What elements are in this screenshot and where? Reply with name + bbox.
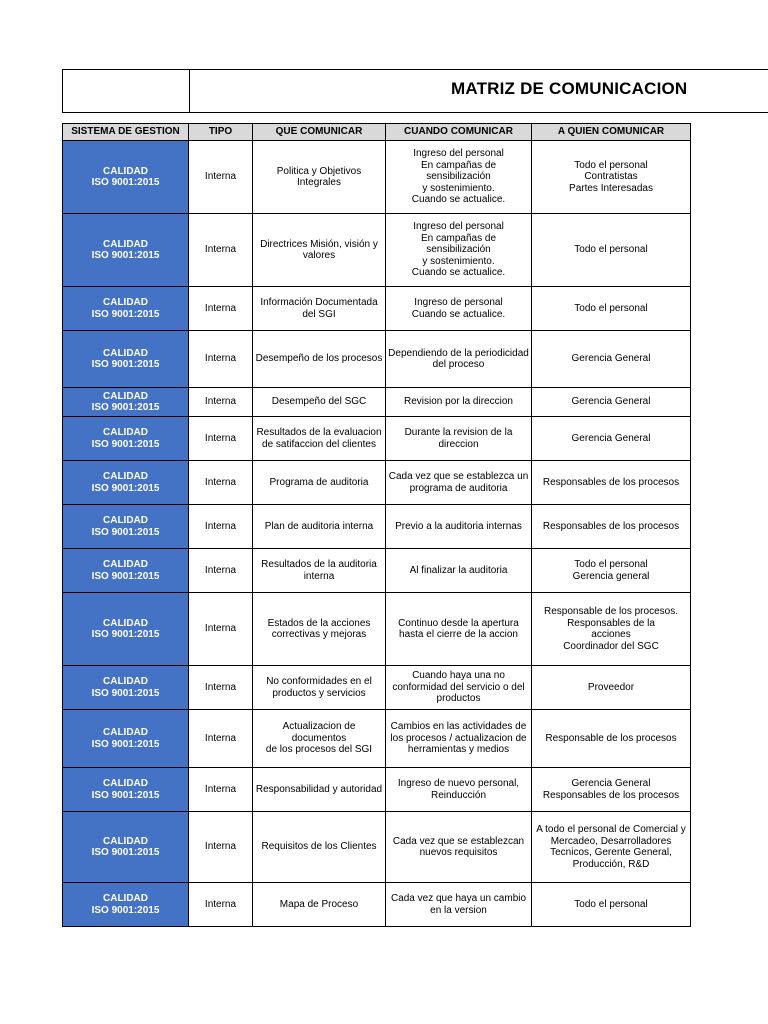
- cell-que-comunicar-text: Plan de auditoria interna: [264, 520, 374, 532]
- cell-que-comunicar-text: Responsabilidad y autoridad: [255, 783, 383, 795]
- cell-cuando-comunicar-text: Ingreso del personal En campañas de sensibilización y sostenimiento. Cuando se actualice.: [411, 148, 506, 206]
- cell-a-quien-comunicar: [532, 141, 691, 214]
- cell-que-comunicar: [253, 214, 386, 287]
- cell-a-quien-comunicar: [532, 331, 691, 388]
- cell-cuando-comunicar-text: Cambios en las actividades de los procesos / actualizacion de herramientas y medios: [390, 721, 527, 756]
- cell-a-quien-comunicar: [532, 388, 691, 417]
- cell-sistema: [63, 768, 189, 812]
- cell-que-comunicar: [253, 461, 386, 505]
- cell-a-quien-comunicar: [532, 214, 691, 287]
- cell-que-comunicar-text: Directrices Misión, visión y valores: [260, 238, 378, 261]
- cell-que-comunicar: [253, 287, 386, 331]
- communication-matrix-table: [62, 123, 691, 927]
- cell-tipo-text: Interna: [204, 476, 237, 488]
- cell-a-quien-comunicar-text: Todo el personal Contratistas Partes Interesadas: [569, 159, 653, 194]
- table-row: [63, 883, 691, 927]
- cell-cuando-comunicar: [386, 768, 532, 812]
- cell-tipo-text: Interna: [204, 353, 237, 365]
- cell-sistema-text: CALIDAD ISO 9001:2015: [91, 427, 160, 450]
- cell-que-comunicar-text: Actualizacion de documentos de los procesos del SGI: [265, 721, 373, 756]
- cell-sistema-text: CALIDAD ISO 9001:2015: [91, 390, 160, 413]
- cell-que-comunicar: [253, 710, 386, 768]
- table-row: [63, 331, 691, 388]
- table-row: [63, 388, 691, 417]
- cell-a-quien-comunicar-text: Todo el personal: [574, 244, 648, 256]
- cell-que-comunicar: [253, 505, 386, 549]
- cell-sistema-text: CALIDAD ISO 9001:2015: [91, 471, 160, 494]
- table-row: [63, 666, 691, 710]
- cell-cuando-comunicar-text: Durante la revision de la direccion: [404, 427, 513, 450]
- cell-sistema: [63, 388, 189, 417]
- cell-que-comunicar: [253, 883, 386, 927]
- cell-a-quien-comunicar-text: Proveedor: [587, 681, 635, 693]
- page-title: MATRIZ DE COMUNICACION: [451, 79, 688, 98]
- cell-sistema-text: CALIDAD ISO 9001:2015: [91, 778, 160, 801]
- cell-cuando-comunicar: [386, 549, 532, 593]
- cell-a-quien-comunicar: [532, 710, 691, 768]
- cell-que-comunicar-text: Desempeño del SGC: [271, 396, 367, 408]
- cell-cuando-comunicar: [386, 417, 532, 461]
- cell-sistema: [63, 710, 189, 768]
- cell-sistema-text: CALIDAD ISO 9001:2015: [91, 559, 160, 582]
- cell-sistema-text: CALIDAD ISO 9001:2015: [91, 297, 160, 320]
- cell-tipo-text: Interna: [204, 520, 237, 532]
- cell-tipo-text: Interna: [204, 396, 237, 408]
- cell-a-quien-comunicar: [532, 768, 691, 812]
- cell-a-quien-comunicar: [532, 666, 691, 710]
- cell-sistema-text: CALIDAD ISO 9001:2015: [91, 165, 160, 188]
- cell-que-comunicar: [253, 666, 386, 710]
- cell-tipo-text: Interna: [204, 171, 237, 183]
- cell-cuando-comunicar-text: Cada vez que haya un cambio en la version: [390, 893, 527, 916]
- cell-tipo: [189, 812, 253, 883]
- cell-tipo: [189, 768, 253, 812]
- cell-sistema-text: CALIDAD ISO 9001:2015: [91, 617, 160, 640]
- column-header-que: QUE COMUNICAR: [253, 124, 386, 141]
- cell-que-comunicar: [253, 331, 386, 388]
- cell-que-comunicar: [253, 417, 386, 461]
- cell-que-comunicar-text: Desempeño de los procesos: [255, 353, 383, 365]
- cell-a-quien-comunicar: [532, 461, 691, 505]
- table-row: [63, 549, 691, 593]
- cell-tipo-text: Interna: [204, 564, 237, 576]
- cell-cuando-comunicar: [386, 331, 532, 388]
- cell-tipo: [189, 461, 253, 505]
- cell-cuando-comunicar: [386, 214, 532, 287]
- cell-tipo: [189, 505, 253, 549]
- cell-a-quien-comunicar-text: Todo el personal: [574, 898, 648, 910]
- cell-que-comunicar-text: Mapa de Proceso: [279, 898, 359, 910]
- table-row: [63, 141, 691, 214]
- cell-sistema: [63, 331, 189, 388]
- cell-que-comunicar-text: Resultados de la auditoria interna: [261, 559, 377, 582]
- cell-cuando-comunicar-text: Previo a la auditoria internas: [395, 520, 522, 532]
- cell-que-comunicar: [253, 812, 386, 883]
- cell-sistema: [63, 287, 189, 331]
- cell-tipo: [189, 287, 253, 331]
- cell-a-quien-comunicar-text: Gerencia General: [571, 432, 651, 444]
- cell-tipo-text: Interna: [204, 898, 237, 910]
- table-row: [63, 812, 691, 883]
- table-header-row: [63, 124, 691, 141]
- cell-sistema: [63, 505, 189, 549]
- cell-tipo: [189, 388, 253, 417]
- cell-cuando-comunicar: [386, 461, 532, 505]
- cell-tipo-text: Interna: [204, 783, 237, 795]
- cell-cuando-comunicar: [386, 141, 532, 214]
- cell-sistema: [63, 214, 189, 287]
- cell-sistema: [63, 812, 189, 883]
- cell-tipo-text: Interna: [204, 681, 237, 693]
- cell-cuando-comunicar-text: Dependiendo de la periodicidad del proceso: [388, 347, 529, 370]
- cell-cuando-comunicar-text: Revision por la direccion: [404, 396, 513, 408]
- cell-que-comunicar-text: No conformidades en el productos y servicios: [266, 676, 372, 699]
- cell-tipo-text: Interna: [204, 732, 237, 744]
- cell-a-quien-comunicar: [532, 593, 691, 666]
- cell-que-comunicar: [253, 593, 386, 666]
- column-header-sistema: SISTEMA DE GESTION: [63, 124, 189, 141]
- logo-cell: [63, 70, 190, 112]
- cell-cuando-comunicar-text: Al finalizar la auditoria: [409, 564, 508, 576]
- cell-que-comunicar: [253, 388, 386, 417]
- cell-sistema: [63, 549, 189, 593]
- cell-a-quien-comunicar: [532, 417, 691, 461]
- cell-que-comunicar-text: Resultados de la evaluacion de satifaccion del clientes: [256, 427, 382, 450]
- cell-a-quien-comunicar: [532, 505, 691, 549]
- cell-sistema: [63, 883, 189, 927]
- cell-tipo: [189, 549, 253, 593]
- cell-que-comunicar: [253, 141, 386, 214]
- cell-tipo-text: Interna: [204, 623, 237, 635]
- title-box: [62, 69, 768, 113]
- cell-a-quien-comunicar-text: Gerencia General: [571, 353, 651, 365]
- cell-cuando-comunicar-text: Continuo desde la apertura hasta el cierre de la accion: [398, 617, 519, 640]
- table-row: [63, 417, 691, 461]
- cell-a-quien-comunicar: [532, 549, 691, 593]
- cell-cuando-comunicar-text: Ingreso de nuevo personal, Reinducción: [397, 778, 520, 801]
- cell-a-quien-comunicar-text: Gerencia General: [571, 396, 651, 408]
- cell-que-comunicar-text: Programa de auditoria: [269, 476, 369, 488]
- cell-que-comunicar-text: Información Documentada del SGI: [260, 297, 378, 320]
- cell-tipo-text: Interna: [204, 841, 237, 853]
- cell-tipo: [189, 417, 253, 461]
- cell-sistema-text: CALIDAD ISO 9001:2015: [91, 835, 160, 858]
- cell-tipo: [189, 141, 253, 214]
- cell-tipo-text: Interna: [204, 244, 237, 256]
- cell-a-quien-comunicar-text: Responsable de los procesos: [545, 732, 677, 744]
- cell-que-comunicar-text: Politica y Objetivos Integrales: [276, 165, 362, 188]
- cell-a-quien-comunicar: [532, 287, 691, 331]
- cell-que-comunicar-text: Estados de la acciones correctivas y mejoras: [267, 617, 371, 640]
- table-row: [63, 768, 691, 812]
- cell-sistema-text: CALIDAD ISO 9001:2015: [91, 347, 160, 370]
- cell-tipo: [189, 883, 253, 927]
- cell-tipo-text: Interna: [204, 302, 237, 314]
- table-row: [63, 710, 691, 768]
- cell-que-comunicar: [253, 768, 386, 812]
- column-header-cuando: CUANDO COMUNICAR: [386, 124, 532, 141]
- cell-cuando-comunicar-text: Ingreso del personal En campañas de sensibilización y sostenimiento. Cuando se actualice.: [411, 221, 506, 279]
- cell-tipo: [189, 710, 253, 768]
- cell-cuando-comunicar-text: Ingreso de personal Cuando se actualice.: [411, 297, 506, 320]
- table-row: [63, 287, 691, 331]
- cell-sistema-text: CALIDAD ISO 9001:2015: [91, 727, 160, 750]
- cell-cuando-comunicar-text: Cada vez que se establezca un programa de auditoria: [388, 471, 529, 494]
- cell-a-quien-comunicar-text: Todo el personal: [574, 302, 648, 314]
- cell-cuando-comunicar: [386, 505, 532, 549]
- cell-cuando-comunicar-text: Cada vez que se establezcan nuevos requisitos: [392, 835, 525, 858]
- cell-a-quien-comunicar-text: Todo el personal Gerencia general: [572, 559, 650, 582]
- cell-sistema: [63, 593, 189, 666]
- cell-cuando-comunicar: [386, 287, 532, 331]
- table-row: [63, 593, 691, 666]
- cell-tipo: [189, 666, 253, 710]
- table-row: [63, 505, 691, 549]
- cell-sistema-text: CALIDAD ISO 9001:2015: [91, 238, 160, 261]
- table-row: [63, 461, 691, 505]
- cell-tipo: [189, 214, 253, 287]
- cell-sistema-text: CALIDAD ISO 9001:2015: [91, 893, 160, 916]
- cell-sistema: [63, 141, 189, 214]
- cell-tipo: [189, 593, 253, 666]
- cell-a-quien-comunicar-text: Responsables de los procesos: [542, 520, 680, 532]
- cell-tipo-text: Interna: [204, 432, 237, 444]
- cell-a-quien-comunicar-text: Responsables de los procesos: [542, 476, 680, 488]
- cell-cuando-comunicar: [386, 812, 532, 883]
- cell-cuando-comunicar: [386, 593, 532, 666]
- cell-sistema-text: CALIDAD ISO 9001:2015: [91, 515, 160, 538]
- cell-a-quien-comunicar: [532, 883, 691, 927]
- cell-sistema-text: CALIDAD ISO 9001:2015: [91, 676, 160, 699]
- cell-a-quien-comunicar: [532, 812, 691, 883]
- cell-que-comunicar: [253, 549, 386, 593]
- cell-a-quien-comunicar-text: Gerencia General Responsables de los procesos: [542, 778, 680, 801]
- cell-tipo: [189, 331, 253, 388]
- cell-sistema: [63, 666, 189, 710]
- cell-sistema: [63, 461, 189, 505]
- cell-cuando-comunicar: [386, 666, 532, 710]
- cell-a-quien-comunicar-text: Responsable de los procesos. Responsables de la acciones Coordinador del SGC: [544, 606, 678, 652]
- column-header-tipo: TIPO: [189, 124, 253, 141]
- cell-a-quien-comunicar-text: A todo el personal de Comercial y Mercadeo, Desarrolladores Tecnicos, Gerente General, Producción, R&D: [536, 824, 686, 870]
- column-header-quien: A QUIEN COMUNICAR: [532, 124, 691, 141]
- cell-que-comunicar-text: Requisitos de los Clientes: [261, 841, 377, 853]
- table-row: [63, 214, 691, 287]
- cell-cuando-comunicar: [386, 883, 532, 927]
- cell-cuando-comunicar: [386, 710, 532, 768]
- cell-cuando-comunicar: [386, 388, 532, 417]
- cell-cuando-comunicar-text: Cuando haya una no conformidad del servicio o del productos: [392, 670, 525, 705]
- cell-sistema: [63, 417, 189, 461]
